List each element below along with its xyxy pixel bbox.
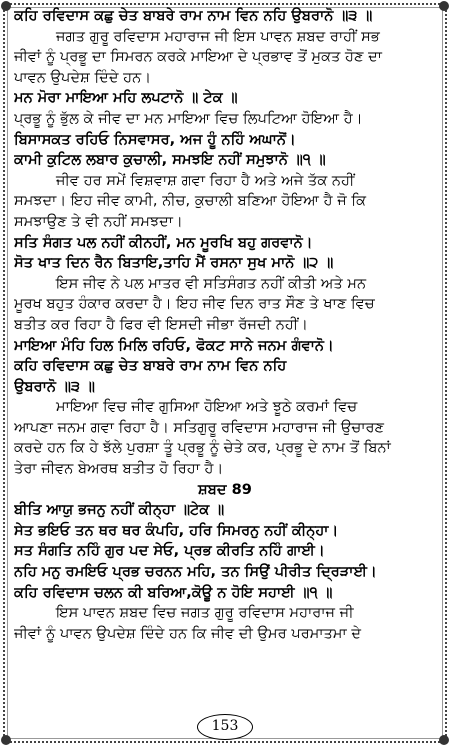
commentary-line: ਕਰਦੇ ਹਨ ਕਿ ਹੇ ਝੱਲੇ ਪੁਰਸ਼ਾ ਤੂੰ ਪ੍ਰਭੂ ਨੂੰ ਚੇਤੇ ਕਰ, ਪ੍ਰਭੂ ਦੇ ਨਾਮ ਤੋਂ ਬਿਨਾਂ <box>14 439 391 457</box>
commentary-line: ਜੀਵਾਂ ਨੂੰ ਪ੍ਰਭੂ ਦਾ ਸਿਮਰਨ ਕਰਕੇ ਮਾਇਆ ਦੇ ਪ੍ਰਭਾਵ ਤੋਂ ਮੁਕਤ ਹੋਣ ਦਾ <box>14 48 382 66</box>
verse-line: ਮਨ ਮੋਰਾ ਮਾਇਆ ਮਹਿ ਲਪਟਾਨੋ ॥ ਟੇਕ ॥ <box>14 89 238 107</box>
verse-line: ਸੇਤ ਭਇਓ ਤਨ ਥਰ ਥਰ ਕੰਪਹਿ, ਹਰਿ ਸਿਮਰਨੁ ਨਹੀਂ ਕੀਨ੍ਹਾ। <box>14 521 339 539</box>
verse-line: ਨਹਿ ਮਨੁ ਰਮਇਓ ਪ੍ਰਭ ਚਰਨਨ ਮਹਿ, ਤਨ ਸਿਉਂ ਪੀਰੀਤ ਦ੍ਰਿੜਾਈ। <box>14 563 377 581</box>
verse-line: ਕਹਿ ਰਵਿਦਾਸ ਚਲਨ ਕੀ ਬਰਿਆ,ਕੋਊ ਨ ਹੋਇ ਸਹਾਈ ॥੧ ॥ <box>14 583 333 601</box>
commentary-line: ਬਤੀਤ ਕਰ ਰਿਹਾ ਹੈ ਫਿਰ ਵੀ ਇਸਦੀ ਜੀਭਾ ਰੱਜਦੀ ਨਹੀਂ। <box>14 315 309 333</box>
commentary-line: ਮੂਰਖ ਬਹੁਤ ਹੰਕਾਰ ਕਰਦਾ ਹੈ। ਇਹ ਜੀਵ ਦਿਨ ਰਾਤ ਸੌਣ ਤੇ ਖਾਣ ਵਿਚ <box>14 295 375 313</box>
corner-ornament-icon <box>1 735 11 745</box>
verse-line: ਕਾਮੀ ਕੁਟਿਲ ਲਬਾਰ ਕੁਚਾਲੀ, ਸਮਝਇ ਨਹੀਂ ਸਮੁਝਾਨੋ ॥੧ ॥ <box>14 151 326 169</box>
verse-line: ਉਬਰਾਨੋ ॥੩ ॥ <box>14 377 95 395</box>
commentary-line: ਪ੍ਰਭੂ ਨੂੰ ਭੁੱਲ ਕੇ ਜੀਵ ਦਾ ਮਨ ਮਾਇਆ ਵਿਚ ਲਿਪਟਿਆ ਹੋਇਆ ਹੈ। <box>14 109 363 127</box>
verse-line: ਸਤਿ ਸੰਗਤ ਪਲ ਨਹੀਂ ਕੀਨਹੀਂ, ਮਨ ਮੂਰਖਿ ਬਹੁ ਗਰਵਾਨੋ। <box>14 233 313 251</box>
corner-ornament-icon <box>439 1 449 11</box>
verse-line: ਬੀਤਿ ਆਯੁ ਭਜਨੁ ਨਹੀਂ ਕੀਨ੍ਹਾ ॥ਟੇਕ ॥ <box>14 501 225 519</box>
corner-ornament-icon <box>439 735 449 745</box>
commentary-line: ਜੀਵ ਹਰ ਸਮੇਂ ਵਿਸ਼ਵਾਸ਼ ਗਵਾ ਰਿਹਾ ਹੈ ਅਤੇ ਅਜੇ ਤੱਕ ਨਹੀਂ <box>56 171 355 189</box>
verse-line: ਕਹਿ ਰਵਿਦਾਸ ਕਛੁ ਚੇਤ ਬਾਬਰੇ ਰਾਮ ਨਾਮ ਵਿਨ ਨਹਿ ਉਬਰਾਨੋ ॥੩ ॥ <box>14 7 373 24</box>
page-text <box>14 6 436 714</box>
commentary-line: ਸਮਝਾਉਣ ਤੇ ਵੀ ਨਹੀਂ ਸਮਝਦਾ। <box>14 212 183 230</box>
verse-line: ਮਾਇਆ ਮੰਹਿ ਹਿਲ ਮਿਲਿ ਰਹਿਓ, ਫੋਕਟ ਸਾਨੇ ਜਨਮ ਗੰਵਾਨੋ। <box>14 336 334 354</box>
verse-line: ਸਤ ਸੰਗਤਿ ਨਹਿੰ ਗੁਰ ਪਦ ਸੇਓ, ਪ੍ਰਭ ਕੀਰਤਿ ਨਹਿੰ ਗਾਈ। <box>14 542 325 560</box>
verse-line: ਸੋਤ ਖਾਤ ਦਿਨ ਰੈਨ ਬਿਤਾਇ,ਤਾਹਿ ਮੈਂ ਰਸਨਾ ਸੁਖ ਮਾਨੋ ॥੨ ॥ <box>14 254 334 272</box>
commentary-line: ਸਮਝਦਾ। ਇਹ ਜੀਵ ਕਾਮੀ, ਨੀਚ, ਕੁਚਾਲੀ ਬਣਿਆ ਹੋਇਆ ਹੈ ਜੋ ਕਿ <box>14 192 367 210</box>
section-heading: ਸ਼ਬਦ 89 <box>198 480 252 498</box>
commentary-line: ਆਪਣਾ ਜਨਮ ਗਵਾ ਰਿਹਾ ਹੈ। ਸਤਿਗੁਰੂ ਰਵਿਦਾਸ ਮਹਾਰਾਜ ਜੀ ਉਚਾਰਣ <box>14 418 385 436</box>
verse-line: ਕਹਿ ਰਵਿਦਾਸ ਕਛੁ ਚੇਤ ਬਾਬਰੇ ਰਾਮ ਨਾਮ ਵਿਨ ਨਹਿ <box>14 357 287 375</box>
commentary-line: ਤੇਰਾ ਜੀਵਨ ਬੇਅਰਥ ਬਤੀਤ ਹੋ ਰਿਹਾ ਹੈ। <box>14 460 224 478</box>
corner-ornament-icon <box>1 1 11 11</box>
commentary-line: ਇਸ ਪਾਵਨ ਸ਼ਬਦ ਵਿਚ ਜਗਤ ਗੁਰੂ ਰਵਿਦਾਸ ਮਹਾਰਾਜ ਜੀ <box>56 604 354 622</box>
page-number: 153 <box>197 714 253 740</box>
commentary-line: ਮਾਇਆ ਵਿਚ ਜੀਵ ਗੁਸਿਆ ਹੋਇਆ ਅਤੇ ਝੂਠੇ ਕਰਮਾਂ ਵਿਚ <box>56 398 358 416</box>
commentary-line: ਜਗਤ ਗੁਰੂ ਰਵਿਦਾਸ ਮਹਾਰਾਜ ਜੀ ਇਸ ਪਾਵਨ ਸ਼ਬਦ ਰਾਹੀਂ ਸਭ <box>56 27 380 45</box>
commentary-line: ਪਾਵਨ ਉਪਦੇਸ਼ ਦਿੰਦੇ ਹਨ। <box>14 68 152 86</box>
verse-line: ਬਿਸਾਸਕਤ ਰਹਿਓ ਨਿਸਵਾਸਰ, ਅਜ ਹੂੰ ਨਹਿੰ ਅਘਾਨੋਂ। <box>14 130 296 148</box>
commentary-line: ਇਸ ਜੀਵ ਨੇ ਪਲ ਮਾਤਰ ਵੀ ਸਤਿਸੰਗਤ ਨਹੀਂ ਕੀਤੀ ਅਤੇ ਮਨ <box>56 274 367 292</box>
commentary-line: ਜੀਵਾਂ ਨੂੰ ਪਾਵਨ ਉਪਦੇਸ਼ ਦਿੰਦੇ ਹਨ ਕਿ ਜੀਵ ਦੀ ਉਮਰ ਪਰਮਾਤਮਾ ਦੇ <box>14 624 361 642</box>
